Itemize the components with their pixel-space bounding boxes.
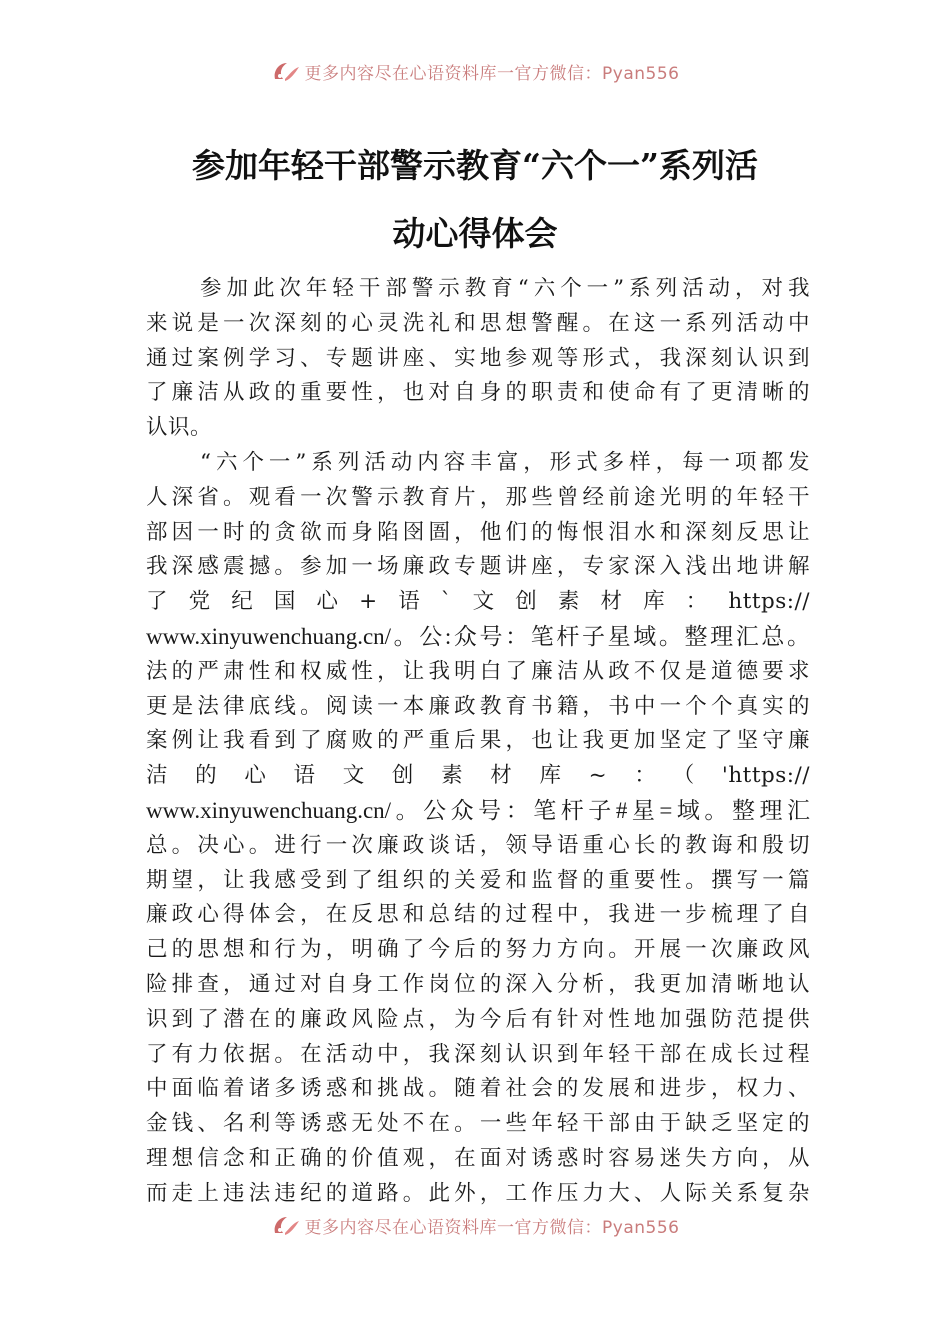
text-line: 理想信念和正确的价值观，在面对诱惑时容易迷失方向，从 (146, 1145, 810, 1171)
article-body (146, 272, 810, 1212)
text-line: 更是法律底线。阅读一本廉政教育书籍，书中一个个真实的 (146, 693, 810, 719)
text-line: 期望，让我感受到了组织的关爱和监督的重要性。撰写一篇 (146, 867, 810, 893)
text-line: 己的思想和行为，明确了今后的努力方向。开展一次廉政风 (146, 937, 810, 963)
text-line-url: www.xinyuwenchuang.cn/。公众号：笔杆子#星=域。整理汇 (146, 797, 810, 823)
text-line: 通过案例学习、专题讲座、实地参观等形式，我深刻认识到 (146, 345, 810, 371)
text-line: 险排查，通过对自身工作岗位的深入分析，我更加清晰地认 (146, 971, 810, 997)
brand-logo-icon (271, 1213, 301, 1237)
text-line: 了有力依据。在活动中，我深刻认识到年轻干部在成长过程 (146, 1041, 810, 1067)
brand-logo-icon (271, 59, 301, 83)
page-title-line-2: 动心得体会 (392, 214, 558, 253)
text-line: 人深省。观看一次警示教育片，那些曾经前途光明的年轻干 (146, 484, 810, 510)
text-line: 识到了潜在的廉政风险点，为今后有针对性地加强防范提供 (146, 1006, 810, 1032)
text-line: “六个一”系列活动内容丰富，形式多样，每一项都发 (200, 449, 810, 475)
text-line: 参加此次年轻干部警示教育“六个一”系列活动，对我 (200, 276, 810, 301)
text-line: 洁的心语文创素材库~：（'https:// (146, 763, 810, 789)
watermark-text: 更多内容尽在心语资料库一官方微信：Pyan556 (304, 1217, 680, 1238)
text-line: 廉政心得体会，在反思和总结的过程中，我进一步梳理了自 (146, 902, 810, 928)
watermark-text: 更多内容尽在心语资料库一官方微信：Pyan556 (304, 63, 680, 84)
text-line: 部因一时的贪欲而身陷囹圄，他们的悔恨泪水和深刻反思让 (146, 519, 810, 545)
text-line: 了廉洁从政的重要性，也对自身的职责和使命有了更清晰的 (146, 380, 810, 406)
text-line-url: www.xinyuwenchuang.cn/。公:众号：笔杆子星域。整理汇总。 (146, 623, 810, 649)
text-line: 案例让我看到了腐败的严重后果，也让我更加坚定了坚守廉 (146, 728, 810, 754)
page-title-line-1: 参加年轻干部警示教育“六个一”系列活 (192, 146, 758, 185)
text-line: 总。决心。进行一次廉政谈话，领导语重心长的教诲和殷切 (146, 832, 810, 858)
watermark-header (0, 56, 950, 86)
text-line: 中面临着诸多诱惑和挑战。随着社会的发展和进步，权力、 (146, 1076, 810, 1102)
text-line: 认识。 (146, 415, 213, 441)
text-line: 来说是一次深刻的心灵洗礼和思想警醒。在这一系列活动中 (146, 310, 810, 336)
text-line: 而走上违法违纪的道路。此外，工作压力大、人际关系复杂 (146, 1180, 810, 1206)
text-line: 金钱、名利等诱惑无处不在。一些年轻干部由于缺乏坚定的 (146, 1111, 810, 1137)
watermark-footer (0, 1210, 950, 1240)
text-line: 我深感震撼。参加一场廉政专题讲座，专家深入浅出地讲解 (146, 554, 810, 580)
text-line: 法的严肃性和权威性，让我明白了廉洁从政不仅是道德要求 (146, 658, 810, 684)
text-line: 了党纪国心+语`文创素材库：https:// (146, 589, 810, 615)
